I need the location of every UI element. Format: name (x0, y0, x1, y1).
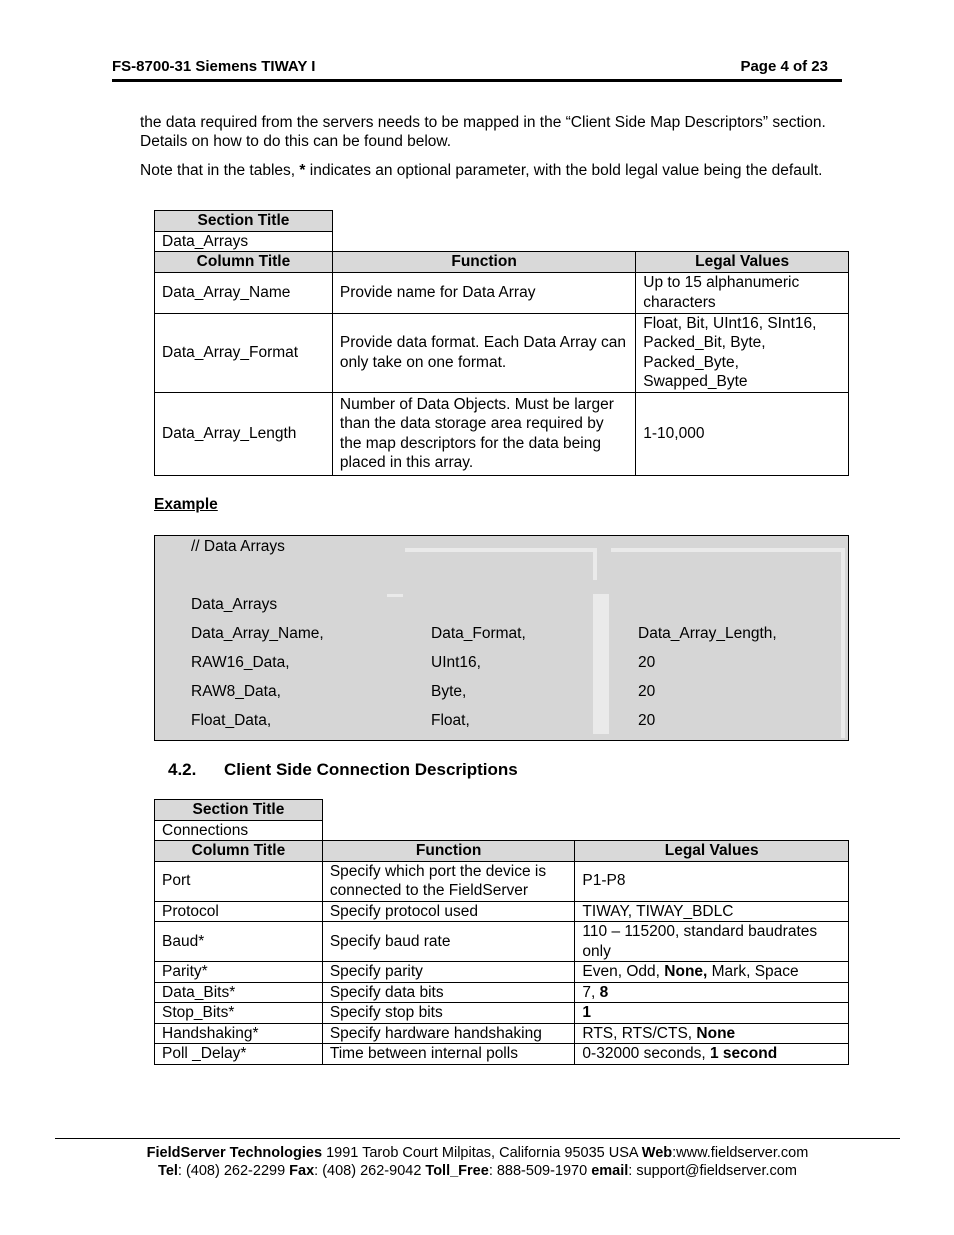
section-title-value: Connections (155, 820, 323, 841)
code-row-name: RAW8_Data, (191, 683, 281, 700)
web-address: :www.fieldserver.com (672, 1145, 809, 1161)
legal-values-cell: 1-10,000 (636, 392, 849, 475)
function-cell: Specify hardware handshaking (322, 1023, 575, 1044)
box-artifact (611, 548, 841, 552)
company-name: FieldServer Technologies (146, 1145, 323, 1161)
legal-values-cell: 110 – 115200, standard baudrates only (575, 922, 849, 962)
code-comment: // Data Arrays (191, 538, 285, 555)
table-row (155, 1003, 849, 1024)
section-title-value: Data_Arrays (155, 231, 333, 252)
table-row (155, 901, 849, 922)
page-footer (55, 1138, 900, 1180)
legal-values-cell: 1 (575, 1003, 849, 1024)
table-row (155, 313, 849, 392)
table-row (155, 982, 849, 1003)
code-row-name: RAW16_Data, (191, 654, 290, 671)
web-label: Web (641, 1145, 673, 1161)
column-title-cell: Port (155, 861, 323, 901)
table-row (155, 922, 849, 962)
code-row-format: Byte, (431, 683, 467, 700)
document-id: FS-8700-31 Siemens TIWAY I (112, 58, 316, 75)
box-artifact (841, 548, 845, 738)
column-title-cell: Data_Array_Length (155, 392, 333, 475)
function-cell: Specify baud rate (322, 922, 575, 962)
company-address: 1991 Tarob Court Milpitas, California 95035 USA (322, 1145, 642, 1161)
function-cell: Specify which port the device is connected to the FieldServer (322, 861, 575, 901)
table-row (155, 272, 849, 313)
note-paragraph (140, 161, 846, 180)
data-arrays-table (154, 210, 849, 476)
code-row-length: 20 (638, 712, 656, 729)
section-title-header: Section Title (155, 800, 323, 821)
table-row (155, 1044, 849, 1065)
column-title-cell: Parity* (155, 962, 323, 983)
code-row-length: 20 (638, 683, 656, 700)
legal-values-cell: P1-P8 (575, 861, 849, 901)
table-row (155, 1023, 849, 1044)
box-artifact (405, 548, 593, 552)
code-row-format: Float, (431, 712, 470, 729)
fax-number: : (408) 262-9042 (314, 1163, 426, 1179)
column-title-cell: Data_Array_Name (155, 272, 333, 313)
legal-values-cell: Even, Odd, None, Mark, Space (575, 962, 849, 983)
code-row-name: Float_Data, (191, 712, 272, 729)
email-address: : support@fieldserver.com (628, 1163, 797, 1179)
column-title-header: Column Title (155, 252, 333, 273)
code-row-format: UInt16, (431, 654, 481, 671)
code-row-length: 20 (638, 654, 656, 671)
fax-label: Fax (289, 1163, 315, 1179)
tel-number: : (408) 262-2299 (177, 1163, 290, 1179)
column-title-cell: Data_Array_Format (155, 313, 333, 392)
legal-values-cell: RTS, RTS/CTS, None (575, 1023, 849, 1044)
section-number: 4.2. (168, 760, 197, 779)
example-label: Example (154, 496, 218, 513)
page-number: Page 4 of 23 (740, 58, 828, 75)
footer-line-1 (55, 1144, 900, 1162)
table-row (155, 962, 849, 983)
function-header: Function (332, 252, 635, 273)
page-header (112, 58, 842, 82)
toll-free-label: Toll_Free (425, 1163, 489, 1179)
column-title-cell: Baud* (155, 922, 323, 962)
box-artifact (387, 594, 403, 597)
function-cell: Provide data format. Each Data Array can only take on one format. (332, 313, 635, 392)
note-text-end: indicates an optional parameter, with the bold legal value being the default. (309, 162, 823, 179)
section-title-header: Section Title (155, 211, 333, 232)
table-row (155, 392, 849, 475)
email-label: email (591, 1163, 629, 1179)
code-header-name: Data_Array_Name, (191, 625, 324, 642)
function-cell: Specify parity (322, 962, 575, 983)
function-cell: Specify stop bits (322, 1003, 575, 1024)
function-cell: Number of Data Objects. Must be larger than the data storage area required by the map descriptors for the data being placed in this array. (332, 392, 635, 475)
code-header-format: Data_Format, (431, 625, 526, 642)
legal-values-cell: Float, Bit, UInt16, SInt16, Packed_Bit, Byte, Packed_Byte, Swapped_Byte (636, 313, 849, 392)
legal-values-cell: Up to 15 alphanumeric characters (636, 272, 849, 313)
legal-values-header: Legal Values (636, 252, 849, 273)
box-artifact (593, 548, 597, 580)
column-title-cell: Stop_Bits* (155, 1003, 323, 1024)
column-title-header: Column Title (155, 841, 323, 862)
column-title-cell: Handshaking* (155, 1023, 323, 1044)
legal-values-cell: 7, 8 (575, 982, 849, 1003)
connections-table (154, 799, 849, 1065)
function-cell: Provide name for Data Array (332, 272, 635, 313)
function-cell: Time between internal polls (322, 1044, 575, 1065)
section-title: Client Side Connection Descriptions (224, 760, 518, 779)
function-header: Function (322, 841, 575, 862)
example-code-box (154, 535, 849, 741)
code-section-name: Data_Arrays (191, 596, 278, 613)
toll-free-number: : 888-509-1970 (488, 1163, 592, 1179)
code-header-length: Data_Array_Length, (638, 625, 777, 642)
legal-values-header: Legal Values (575, 841, 849, 862)
footer-line-2 (55, 1162, 900, 1180)
function-cell: Specify protocol used (322, 901, 575, 922)
legal-values-cell: TIWAY, TIWAY_BDLC (575, 901, 849, 922)
table-row (155, 861, 849, 901)
legal-values-cell: 0-32000 seconds, 1 second (575, 1044, 849, 1065)
column-title-cell: Protocol (155, 901, 323, 922)
box-artifact (593, 594, 609, 734)
tel-label: Tel (158, 1163, 178, 1179)
column-title-cell: Poll _Delay* (155, 1044, 323, 1065)
intro-paragraph: the data required from the servers needs to be mapped in the “Client Side Map Descriptors” section. Details on how to do this can be found below. (140, 114, 826, 150)
note-text: Note that in the tables, (140, 162, 296, 179)
column-title-cell: Data_Bits* (155, 982, 323, 1003)
optional-star: * (299, 162, 306, 179)
function-cell: Specify data bits (322, 982, 575, 1003)
section-heading (168, 760, 518, 780)
